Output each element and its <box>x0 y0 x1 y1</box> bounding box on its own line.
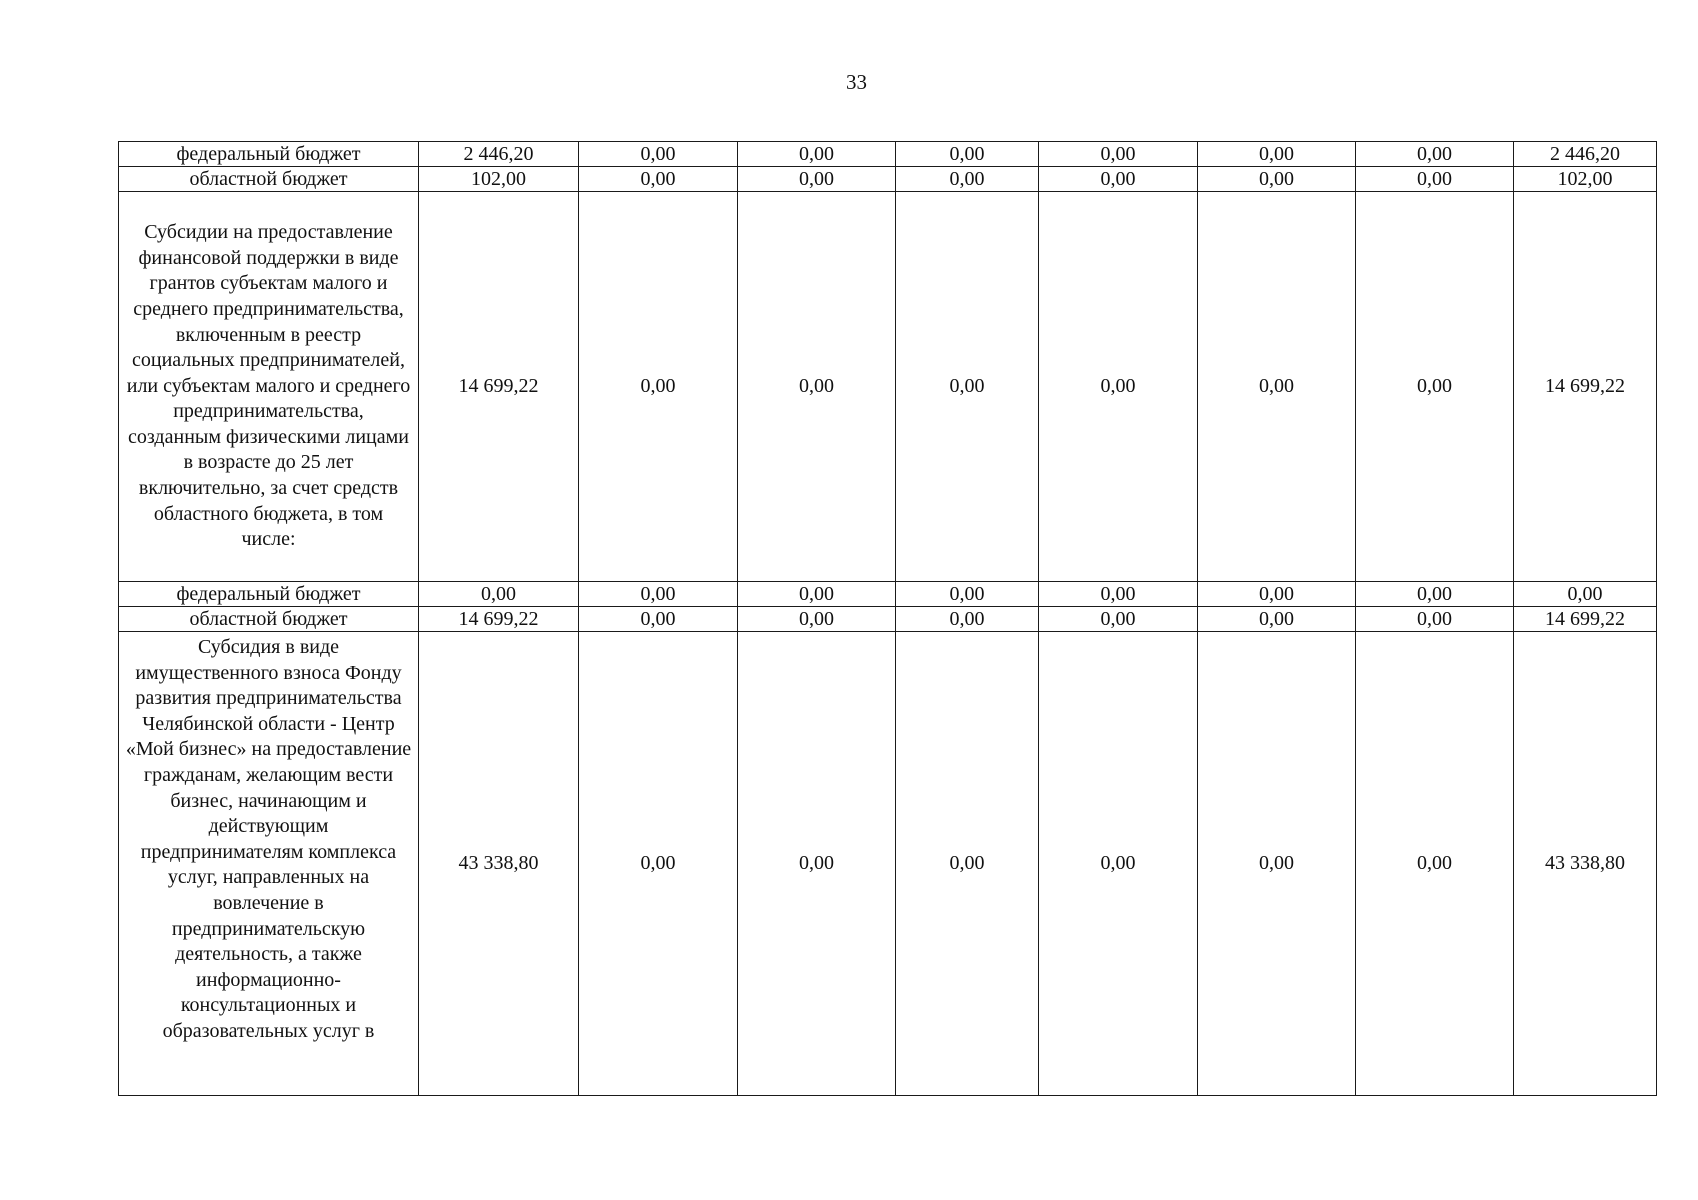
cell-value: 0,00 <box>738 142 896 167</box>
cell-value: 14 699,22 <box>419 607 579 632</box>
table-row <box>119 167 1657 192</box>
table-row <box>119 582 1657 607</box>
cell-value: 0,00 <box>1356 142 1514 167</box>
cell-value: 0,00 <box>1356 632 1514 1096</box>
cell-value: 0,00 <box>1198 192 1356 582</box>
cell-value: 0,00 <box>579 607 738 632</box>
cell-value: 0,00 <box>1514 582 1657 607</box>
cell-value: 0,00 <box>579 582 738 607</box>
cell-value: 102,00 <box>1514 167 1657 192</box>
cell-value: 0,00 <box>1356 582 1514 607</box>
table-row <box>119 142 1657 167</box>
cell-value: 0,00 <box>1039 192 1198 582</box>
cell-value: 2 446,20 <box>1514 142 1657 167</box>
cell-value: 43 338,80 <box>1514 632 1657 1096</box>
cell-value: 14 699,22 <box>419 192 579 582</box>
cell-value: 43 338,80 <box>419 632 579 1096</box>
cell-value: 0,00 <box>738 632 896 1096</box>
cell-value: 0,00 <box>896 192 1039 582</box>
cell-value: 14 699,22 <box>1514 607 1657 632</box>
table-row <box>119 607 1657 632</box>
cell-value: 0,00 <box>1356 607 1514 632</box>
cell-value: 0,00 <box>1198 142 1356 167</box>
row-label: федеральный бюджет <box>119 582 419 607</box>
cell-value: 0,00 <box>1039 632 1198 1096</box>
cell-value: 0,00 <box>1198 167 1356 192</box>
cell-value: 0,00 <box>579 632 738 1096</box>
cell-value: 0,00 <box>738 607 896 632</box>
cell-value: 0,00 <box>579 142 738 167</box>
cell-value: 0,00 <box>896 167 1039 192</box>
cell-value: 0,00 <box>738 192 896 582</box>
cell-value: 0,00 <box>738 167 896 192</box>
cell-value: 2 446,20 <box>419 142 579 167</box>
cell-value: 0,00 <box>1039 607 1198 632</box>
cell-value: 0,00 <box>419 582 579 607</box>
cell-value: 0,00 <box>1039 582 1198 607</box>
row-label: областной бюджет <box>119 607 419 632</box>
cell-value: 14 699,22 <box>1514 192 1657 582</box>
cell-value: 102,00 <box>419 167 579 192</box>
cell-value: 0,00 <box>1356 167 1514 192</box>
table-row <box>119 192 1657 582</box>
row-label: федеральный бюджет <box>119 142 419 167</box>
cell-value: 0,00 <box>1198 582 1356 607</box>
cell-value: 0,00 <box>1356 192 1514 582</box>
cell-value: 0,00 <box>896 582 1039 607</box>
row-label: Субсидии на предоставление финансовой поддержки в виде грантов субъектам малого и среднего предпринимательства, включенным в реестр социальных предпринимателей, или субъектам малого и среднего предпринимательства, созданным физическими лицами в возрасте до 25 лет включительно, за счет средств областного бюджета, в том числе: <box>119 192 419 582</box>
cell-value: 0,00 <box>579 167 738 192</box>
budget-table <box>118 141 1657 1096</box>
row-label: Субсидия в виде имущественного взноса Фонду развития предпринимательства Челябинской области - Центр «Мой бизнес» на предоставление гражданам, желающим вести бизнес, начинающим и действующим предпринимателям комплекса услуг, направленных на вовлечение в предпринимательскую деятельность, а также информационно-консультационных и образовательных услуг в <box>119 632 419 1096</box>
cell-value: 0,00 <box>896 607 1039 632</box>
page-number: 33 <box>846 70 867 94</box>
cell-value: 0,00 <box>896 142 1039 167</box>
cell-value: 0,00 <box>1198 607 1356 632</box>
cell-value: 0,00 <box>896 632 1039 1096</box>
row-label: областной бюджет <box>119 167 419 192</box>
cell-value: 0,00 <box>1198 632 1356 1096</box>
table-row <box>119 632 1657 1096</box>
cell-value: 0,00 <box>1039 142 1198 167</box>
cell-value: 0,00 <box>1039 167 1198 192</box>
cell-value: 0,00 <box>738 582 896 607</box>
cell-value: 0,00 <box>579 192 738 582</box>
